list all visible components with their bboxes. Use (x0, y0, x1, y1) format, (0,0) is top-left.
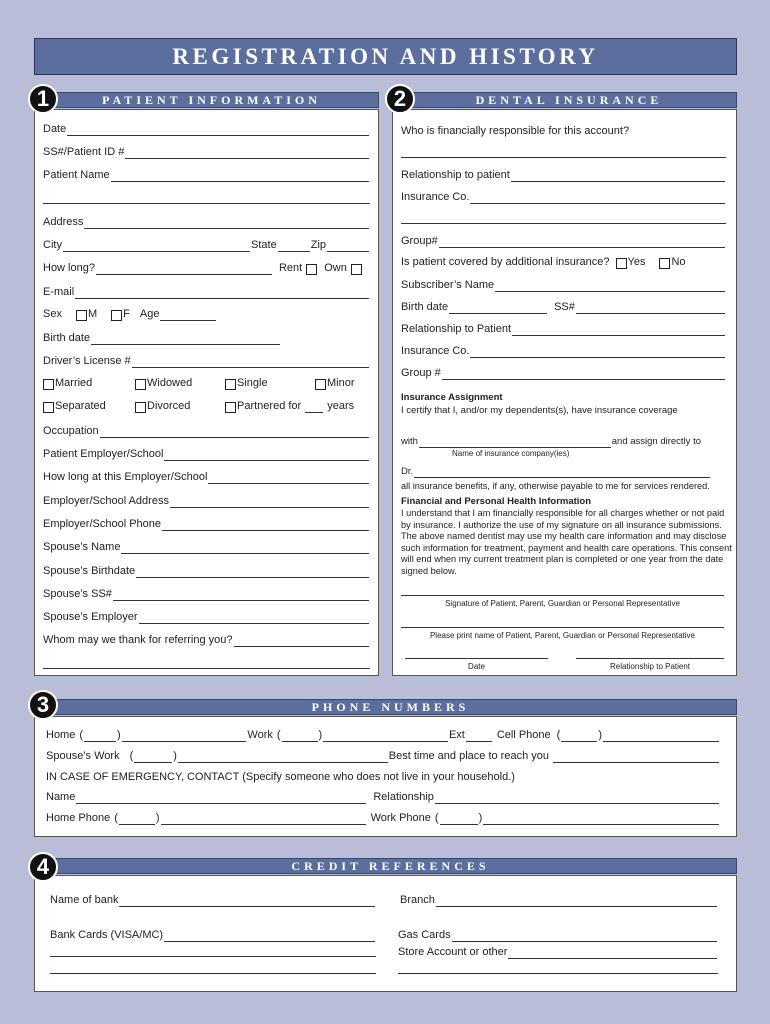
form-title: REGISTRATION AND HISTORY (172, 43, 599, 69)
sex-age-field[interactable]: Sex M F Age (43, 308, 233, 321)
address-field[interactable]: Address (43, 216, 370, 229)
gas-cards-field[interactable]: Gas Cards (398, 929, 718, 942)
relationship-caption: Relationship to Patient (609, 662, 691, 671)
widowed-checkbox[interactable] (135, 379, 146, 390)
male-checkbox[interactable] (76, 310, 87, 321)
how-long-field[interactable]: How long? Rent Own (43, 262, 370, 275)
female-checkbox[interactable] (111, 310, 122, 321)
referral-line-2[interactable] (43, 668, 370, 669)
subscriber-name-field[interactable]: Subscriber’s Name (401, 279, 726, 292)
name-of-company-caption: Name of insurance company(ies) (452, 449, 570, 458)
additional-no-checkbox[interactable] (659, 258, 670, 269)
dental-insurance-header: DENTAL INSURANCE (401, 92, 737, 108)
occupation-field[interactable]: Occupation (43, 425, 370, 438)
spouse-work-field[interactable]: Spouse’s Work ( ) Best time and place to reach you (46, 750, 720, 763)
phone-numbers-header: PHONE NUMBERS (44, 699, 737, 715)
signature-caption: Signature of Patient, Parent, Guardian or Personal Representative (445, 599, 680, 608)
additional-yes-checkbox[interactable] (616, 258, 627, 269)
relationship-line[interactable] (576, 658, 724, 659)
date-line[interactable] (405, 658, 548, 659)
subscriber-birth-ss-field[interactable]: Birth date SS# (401, 301, 726, 314)
home-work-cell-field[interactable]: Home ( ) Work ( ) Ext Cell Phone ( ) (46, 729, 720, 742)
emergency-phones-field[interactable]: Home Phone ( ) Work Phone ( ) (46, 812, 720, 825)
marital-row-1: Married Widowed Single Minor (43, 377, 370, 390)
bank-cards-field[interactable]: Bank Cards (VISA/MC) (50, 929, 376, 942)
insurance-co-line-2[interactable] (401, 223, 726, 224)
financial-info-title: Financial and Personal Health Information (401, 496, 592, 507)
insurance-assignment-title: Insurance Assignment (401, 392, 503, 403)
date-field[interactable]: Date (43, 123, 370, 136)
relationship-to-patient-field[interactable]: Relationship to Patient (401, 323, 726, 336)
with-company-field[interactable]: with and assign directly to (401, 436, 701, 447)
credit-references-header: CREDIT REFERENCES (44, 858, 737, 874)
financially-responsible-line[interactable] (401, 157, 726, 158)
partnered-checkbox[interactable] (225, 402, 236, 413)
spouse-employer-field[interactable]: Spouse’s Employer (43, 611, 370, 624)
emergency-label: IN CASE OF EMERGENCY, CONTACT (Specify someone who does not live in your household.) (46, 771, 515, 783)
rent-checkbox[interactable] (306, 264, 317, 275)
bank-name-field[interactable]: Name of bank (50, 894, 376, 907)
dr-field[interactable]: Dr. (401, 465, 711, 478)
form-title-bar (34, 38, 737, 75)
own-checkbox[interactable] (351, 264, 362, 275)
spouse-name-field[interactable]: Spouse’s Name (43, 541, 370, 554)
referral-field[interactable]: Whom may we thank for referring you? (43, 634, 370, 647)
benefits-text: all insurance benefits, if any, otherwise payable to me for services rendered. (401, 481, 710, 491)
insurance-assignment-text: I certify that I, and/or my dependents(s), have insurance coverage (401, 405, 678, 416)
marital-row-2: Separated Divorced Partnered for years (43, 400, 370, 413)
store-account-line-2[interactable] (398, 973, 718, 974)
financially-responsible-label: Who is financially responsible for this account? (401, 125, 630, 137)
group-field[interactable]: Group# (401, 235, 726, 248)
employer-address-field[interactable]: Employer/School Address (43, 495, 370, 508)
birth-date-field[interactable]: Birth date (43, 332, 281, 345)
section-number-2: 2 (385, 84, 415, 114)
spouse-birthdate-field[interactable]: Spouse’s Birthdate (43, 565, 370, 578)
divorced-checkbox[interactable] (135, 402, 146, 413)
print-name-line[interactable] (401, 627, 724, 628)
spouse-ss-field[interactable]: Spouse’s SS# (43, 588, 370, 601)
patient-name-field[interactable]: Patient Name (43, 169, 370, 182)
section-number-4: 4 (28, 852, 58, 882)
store-account-field[interactable]: Store Account or other (398, 946, 718, 959)
employer-field[interactable]: Patient Employer/School (43, 448, 370, 461)
group-2-field[interactable]: Group # (401, 367, 726, 380)
separated-checkbox[interactable] (43, 402, 54, 413)
section-number-3: 3 (28, 690, 58, 720)
how-long-employer-field[interactable]: How long at this Employer/School (43, 471, 370, 484)
branch-field[interactable]: Branch (400, 894, 718, 907)
employer-phone-field[interactable]: Employer/School Phone (43, 518, 370, 531)
signature-line[interactable] (401, 595, 724, 596)
section-number-1: 1 (28, 84, 58, 114)
date-caption: Date (468, 662, 485, 671)
patient-name-line-2[interactable] (43, 203, 370, 204)
insurance-co-2-field[interactable]: Insurance Co. (401, 345, 726, 358)
emergency-name-field[interactable]: Name Relationship (46, 791, 720, 804)
single-checkbox[interactable] (225, 379, 236, 390)
insurance-co-field[interactable]: Insurance Co. (401, 191, 726, 204)
patient-information-header: PATIENT INFORMATION (44, 92, 379, 108)
relationship-field[interactable]: Relationship to patient (401, 169, 726, 182)
city-state-zip-field[interactable]: City State Zip (43, 239, 370, 252)
married-checkbox[interactable] (43, 379, 54, 390)
email-field[interactable]: E-mail (43, 286, 370, 299)
minor-checkbox[interactable] (315, 379, 326, 390)
bank-cards-line-3[interactable] (50, 973, 376, 974)
additional-insurance-field: Is patient covered by additional insurance? Yes No (401, 256, 686, 268)
financial-info-text: I understand that I am financially responsible for all charges whether or not paid by insurance. I authorize the use of my signature on all insurance submissions. The above named dentist may use my health care information and may disclose such information for treatment, payment and health care operations. This consent will end when my current treatment plan is completed or one year from the date signed below. (401, 508, 732, 576)
print-name-caption: Please print name of Patient, Parent, Guardian or Personal Representative (429, 631, 696, 640)
drivers-license-field[interactable]: Driver’s License # (43, 355, 370, 368)
bank-cards-line-2[interactable] (50, 956, 376, 957)
ssid-field[interactable]: SS#/Patient ID # (43, 146, 370, 159)
